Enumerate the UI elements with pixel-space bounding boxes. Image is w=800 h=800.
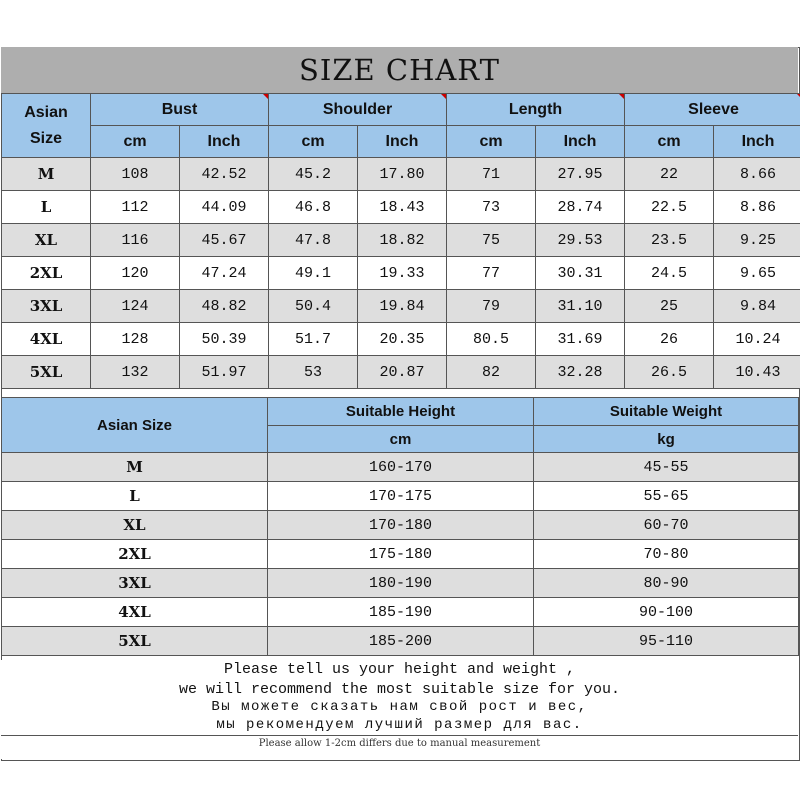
size-cell: L: [2, 191, 91, 224]
value-cell: 42.52: [180, 158, 269, 191]
divider: [1, 735, 798, 736]
value-cell: 9.65: [714, 257, 800, 290]
asian-size-header-line2: Size: [29, 129, 62, 147]
value-cell: 9.25: [714, 224, 800, 257]
size-cell: 3XL: [2, 290, 91, 323]
table-row: [2, 290, 800, 323]
height-cell: 170-180: [268, 511, 534, 540]
asian-size-header: [2, 94, 91, 158]
group-header-length: Length: [447, 94, 625, 126]
value-cell: 24.5: [625, 257, 714, 290]
weight-cell: 80-90: [534, 569, 799, 598]
weight-cell: 90-100: [534, 598, 799, 627]
group-header-suitable-weight: Suitable Weight: [534, 398, 799, 426]
value-cell: 26: [625, 323, 714, 356]
value-cell: 44.09: [180, 191, 269, 224]
value-cell: 108: [91, 158, 180, 191]
value-cell: 82: [447, 356, 536, 389]
height-cell: 160-170: [268, 453, 534, 482]
value-cell: 29.53: [536, 224, 625, 257]
note-english-line2: we will recommend the most suitable size for you.: [178, 681, 621, 698]
value-cell: 45.2: [269, 158, 358, 191]
note-russian-line1: Вы можете сказать нам свой рост и вес,: [211, 699, 588, 715]
group-header-sleeve: Sleeve: [625, 94, 800, 126]
value-cell: 45.67: [180, 224, 269, 257]
height-cell: 185-200: [268, 627, 534, 656]
table-row: [2, 627, 799, 656]
unit-header: cm: [625, 126, 714, 158]
group-header-suitable-height: Suitable Height: [268, 398, 534, 426]
size-cell: 5XL: [2, 627, 268, 656]
value-cell: 27.95: [536, 158, 625, 191]
value-cell: 77: [447, 257, 536, 290]
value-cell: 8.66: [714, 158, 800, 191]
value-cell: 116: [91, 224, 180, 257]
value-cell: 32.28: [536, 356, 625, 389]
size-cell: 4XL: [2, 598, 268, 627]
value-cell: 132: [91, 356, 180, 389]
value-cell: 51.97: [180, 356, 269, 389]
group-header-shoulder: Shoulder: [269, 94, 447, 126]
table-row: [2, 540, 799, 569]
table-row: [2, 511, 799, 540]
value-cell: 47.24: [180, 257, 269, 290]
value-cell: 73: [447, 191, 536, 224]
value-cell: 26.5: [625, 356, 714, 389]
value-cell: 79: [447, 290, 536, 323]
value-cell: 48.82: [180, 290, 269, 323]
chart-title: SIZE CHART: [1, 47, 798, 94]
table-row: [2, 224, 800, 257]
measurement-table: [1, 93, 800, 389]
measurement-disclaimer: Please allow 1-2cm differs due to manual measurement: [258, 738, 541, 749]
unit-header: cm: [447, 126, 536, 158]
value-cell: 10.43: [714, 356, 800, 389]
height-cell: 185-190: [268, 598, 534, 627]
unit-header: Inch: [358, 126, 447, 158]
value-cell: 128: [91, 323, 180, 356]
weight-cell: 60-70: [534, 511, 799, 540]
value-cell: 17.80: [358, 158, 447, 191]
size-cell: 2XL: [2, 257, 91, 290]
table-row: [2, 356, 800, 389]
height-cell: 170-175: [268, 482, 534, 511]
asian-size-header: Asian Size: [2, 398, 268, 453]
value-cell: 25: [625, 290, 714, 323]
size-cell: M: [2, 453, 268, 482]
size-cell: 2XL: [2, 540, 268, 569]
size-cell: XL: [2, 511, 268, 540]
unit-header: Inch: [180, 126, 269, 158]
weight-cell: 55-65: [534, 482, 799, 511]
asian-size-header-line1: Asian: [24, 103, 68, 121]
value-cell: 53: [269, 356, 358, 389]
value-cell: 8.86: [714, 191, 800, 224]
value-cell: 22: [625, 158, 714, 191]
value-cell: 20.87: [358, 356, 447, 389]
table-row: [2, 569, 799, 598]
value-cell: 19.84: [358, 290, 447, 323]
weight-cell: 45-55: [534, 453, 799, 482]
value-cell: 47.8: [269, 224, 358, 257]
value-cell: 120: [91, 257, 180, 290]
height-cell: 180-190: [268, 569, 534, 598]
value-cell: 51.7: [269, 323, 358, 356]
value-cell: 50.4: [269, 290, 358, 323]
value-cell: 112: [91, 191, 180, 224]
value-cell: 71: [447, 158, 536, 191]
table-row: [2, 191, 800, 224]
note-english-line1: Please tell us your height and weight ,: [223, 661, 576, 678]
unit-header: cm: [268, 426, 534, 453]
unit-header: kg: [534, 426, 799, 453]
value-cell: 46.8: [269, 191, 358, 224]
table-row: [2, 482, 799, 511]
table-row: [2, 453, 799, 482]
weight-cell: 70-80: [534, 540, 799, 569]
value-cell: 22.5: [625, 191, 714, 224]
value-cell: 18.43: [358, 191, 447, 224]
size-cell: XL: [2, 224, 91, 257]
size-cell: 4XL: [2, 323, 91, 356]
notes-section: [1, 660, 798, 759]
note-russian-line2: мы рекомендуем лучший размер для вас.: [216, 717, 583, 733]
value-cell: 10.24: [714, 323, 800, 356]
size-cell: 3XL: [2, 569, 268, 598]
value-cell: 28.74: [536, 191, 625, 224]
size-cell: L: [2, 482, 268, 511]
group-header-bust: Bust: [91, 94, 269, 126]
value-cell: 19.33: [358, 257, 447, 290]
value-cell: 31.10: [536, 290, 625, 323]
value-cell: 20.35: [358, 323, 447, 356]
value-cell: 18.82: [358, 224, 447, 257]
value-cell: 124: [91, 290, 180, 323]
size-cell: M: [2, 158, 91, 191]
height-cell: 175-180: [268, 540, 534, 569]
value-cell: 9.84: [714, 290, 800, 323]
unit-header: Inch: [536, 126, 625, 158]
value-cell: 49.1: [269, 257, 358, 290]
unit-header: Inch: [714, 126, 800, 158]
value-cell: 80.5: [447, 323, 536, 356]
value-cell: 30.31: [536, 257, 625, 290]
value-cell: 75: [447, 224, 536, 257]
fit-table: [1, 397, 799, 656]
value-cell: 31.69: [536, 323, 625, 356]
unit-header: cm: [269, 126, 358, 158]
weight-cell: 95-110: [534, 627, 799, 656]
table-row: [2, 598, 799, 627]
value-cell: 23.5: [625, 224, 714, 257]
table-row: [2, 323, 800, 356]
value-cell: 50.39: [180, 323, 269, 356]
size-cell: 5XL: [2, 356, 91, 389]
table-row: [2, 158, 800, 191]
unit-header: cm: [91, 126, 180, 158]
table-row: [2, 257, 800, 290]
